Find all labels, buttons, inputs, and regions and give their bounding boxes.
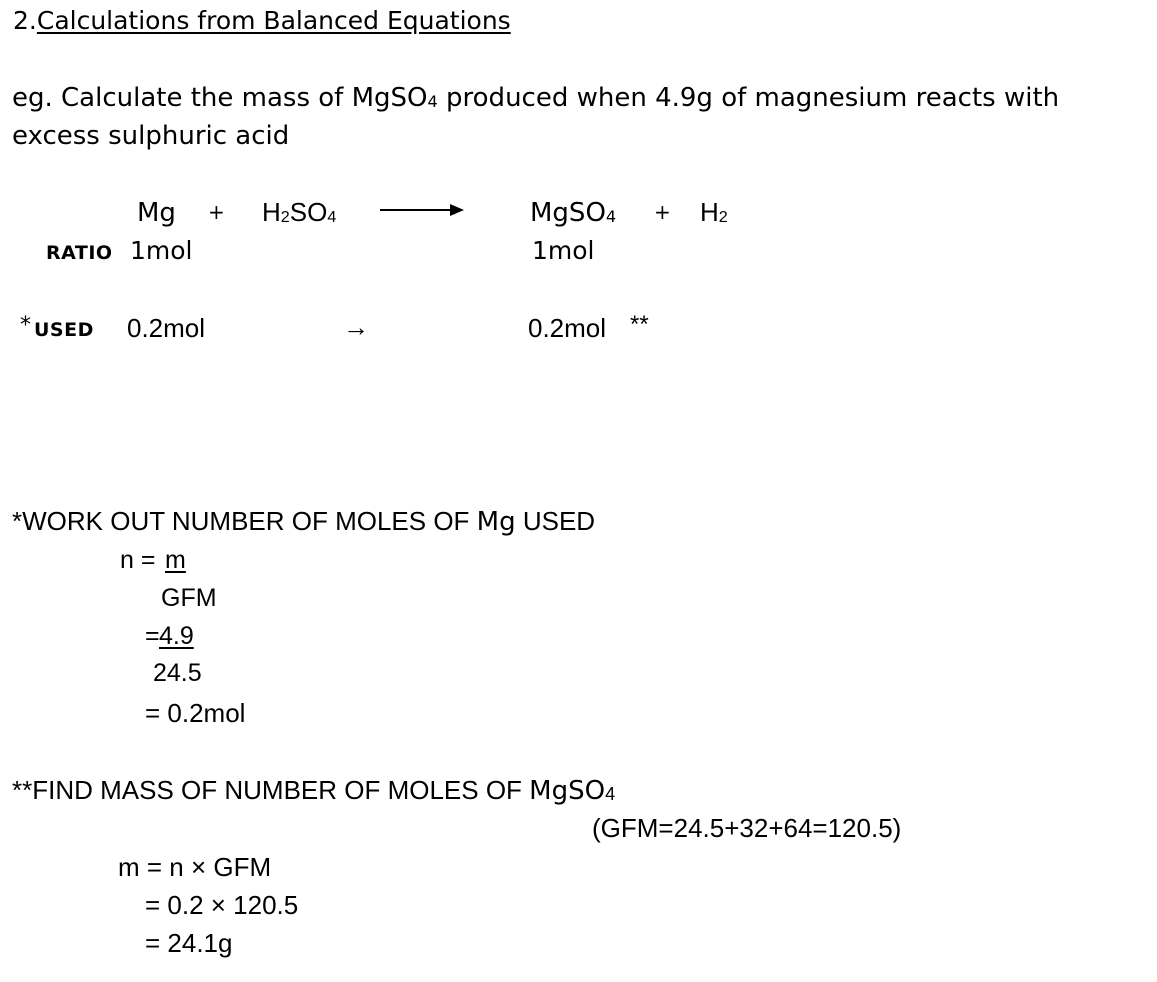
- ratio-mg: 1mol: [130, 236, 193, 265]
- used-star: *: [20, 313, 31, 338]
- step2-gfm-note: (GFM=24.5+32+64=120.5): [592, 813, 902, 843]
- question-line-1: eg. Calculate the mass of MgSO$_4$ produced when 4.9g of magnesium reacts with: [12, 83, 1060, 113]
- used-mg: 0.2mol: [127, 313, 206, 343]
- section-title: Calculations from Balanced Equations: [36, 6, 511, 35]
- equation-reactant-mg: Mg: [137, 198, 176, 228]
- step1-sub-equals: =: [145, 622, 160, 650]
- equation-reactant-h2so4: $H_2SO_4$: [262, 197, 337, 227]
- equation-product-mgso4: MgSO$_4$: [530, 198, 617, 228]
- used-label: USED: [34, 319, 94, 341]
- step1-result: = 0.2mol: [145, 698, 246, 728]
- ratio-mgso4: 1mol: [532, 236, 595, 265]
- step1-heading: *WORK OUT NUMBER OF MOLES OF Mg USED: [12, 506, 596, 537]
- reaction-arrow-line: [380, 209, 452, 211]
- step1-formula-denominator: GFM: [161, 584, 217, 612]
- step1-sub-numerator: 4.9: [159, 622, 194, 650]
- used-arrow: →: [343, 312, 369, 342]
- reaction-arrow-head: [450, 204, 464, 216]
- step1-sub-denominator: 24.5: [153, 659, 202, 687]
- section-heading: [13, 8, 511, 33]
- equation-product-h2: $H_2$: [700, 197, 728, 227]
- equation-plus-1: +: [208, 200, 225, 224]
- section-number: 2.: [13, 6, 37, 35]
- used-mgso4: 0.2mol: [528, 313, 607, 343]
- step2-heading: **FIND MASS OF NUMBER OF MOLES OF MgSO$_4$: [12, 775, 616, 806]
- step1-formula-lhs: n =: [120, 546, 156, 574]
- used-stars: **: [630, 311, 649, 338]
- equation-plus-2: +: [654, 200, 671, 224]
- step2-substitution: = 0.2 × 120.5: [145, 890, 299, 920]
- step2-result: = 24.1g: [145, 928, 233, 958]
- ratio-label: RATIO: [46, 242, 113, 264]
- step1-formula-numerator: m: [165, 546, 186, 574]
- question-line-2: excess sulphuric acid: [12, 121, 290, 151]
- step2-formula: m = n × GFM: [118, 852, 272, 882]
